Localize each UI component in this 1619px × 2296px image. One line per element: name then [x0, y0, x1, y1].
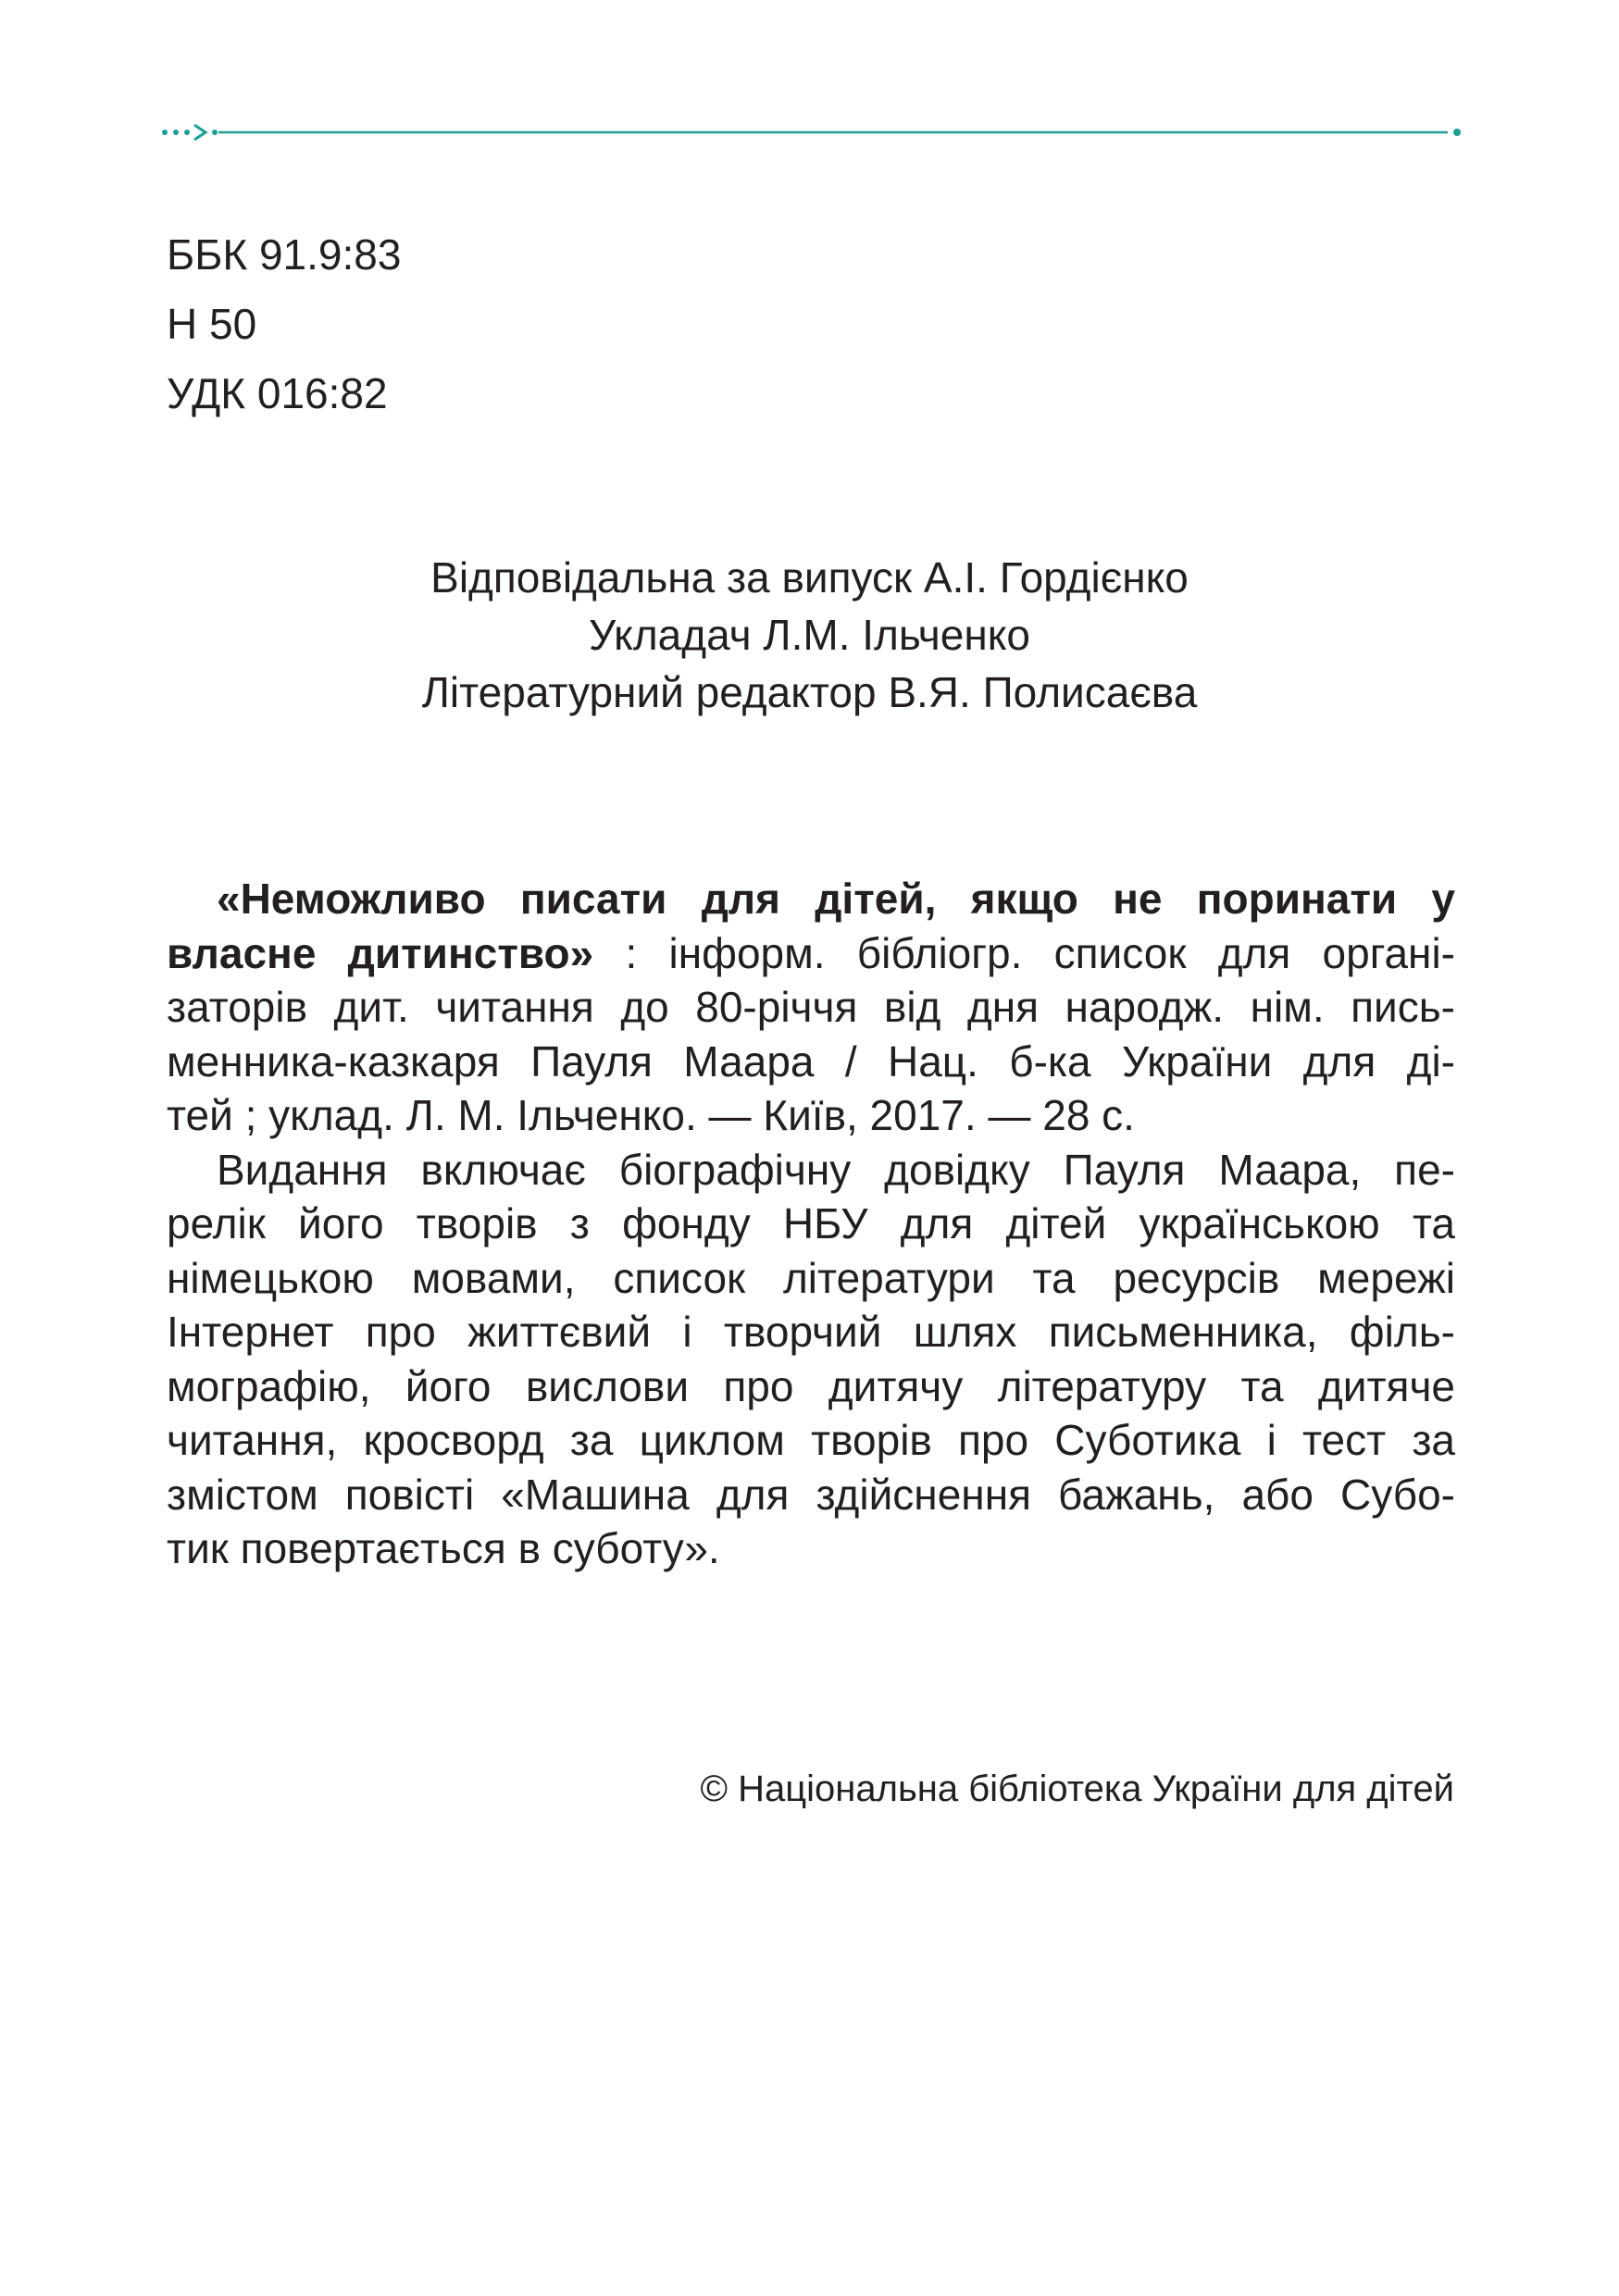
record-line-4: менника-казкаря Пауля Маара / Нац. б-ка України для ді- [167, 1036, 1455, 1086]
rule-end-dot-icon [1453, 129, 1461, 136]
title-line-2: власне дитинство» [167, 928, 594, 977]
classification-block [167, 220, 401, 428]
record-line-3: заторів дит. читання до 80-річчя від дня народж. нім. пись- [167, 983, 1455, 1031]
rule-dot-icon [162, 130, 168, 135]
responsible-person: Відповідальна за випуск А.І. Гордієнко [430, 553, 1189, 602]
udc-code: УДК 016:82 [167, 369, 388, 417]
compiler: Укладач Л.М. Ільченко [589, 611, 1030, 659]
record-line-2-rest: : інформ. бібліогр. список для органі- [593, 928, 1455, 977]
description-paragraph [167, 1143, 1455, 1576]
desc-line-4: Інтернет про життєвий і творчий шлях письменника, філь- [167, 1308, 1455, 1356]
record-line-2 [167, 926, 1455, 981]
bbk-code: ББК 91.9:83 [167, 230, 402, 279]
literary-editor: Літературний редактор В.Я. Полисаєва [421, 668, 1198, 716]
desc-line-5: мографію, його вислови про дитячу літературу та дитяче [167, 1361, 1455, 1410]
rule-dot-icon [184, 130, 190, 135]
arrow-chevron-icon [194, 125, 205, 140]
bibliographic-record [167, 872, 1455, 1143]
desc-line-7: змістом повісті «Машина для здійснення бажань, або Субо- [167, 1470, 1455, 1519]
rule-dot-icon [173, 130, 179, 135]
desc-line-1: Видання включає біографічну довідку Пауля Маара, пе- [217, 1145, 1455, 1194]
decorative-top-rule [157, 118, 1463, 146]
bibliographic-annotation [167, 872, 1455, 1576]
desc-line-8: тик повертається в суботу». [167, 1524, 720, 1572]
copyright-notice: © Національна бібліотека України для дітей [700, 1769, 1454, 1809]
rule-dot-icon [212, 130, 218, 135]
record-line-5: тей ; уклад. Л. М. Ільченко. — Київ, 2017. — 28 с. [167, 1091, 1135, 1139]
desc-line-6: читання, кросворд за циклом творів про Суботика і тест за [167, 1416, 1455, 1464]
desc-line-3: німецькою мовами, список літератури та ресурсів мережі [167, 1253, 1455, 1302]
desc-line-2: релік його творів з фонду НБУ для дітей українською та [167, 1199, 1455, 1247]
author-mark: Н 50 [167, 300, 257, 348]
credits-block [0, 549, 1619, 721]
title-line-1: «Неможливо писати для дітей, якщо не поринати у [217, 875, 1455, 923]
